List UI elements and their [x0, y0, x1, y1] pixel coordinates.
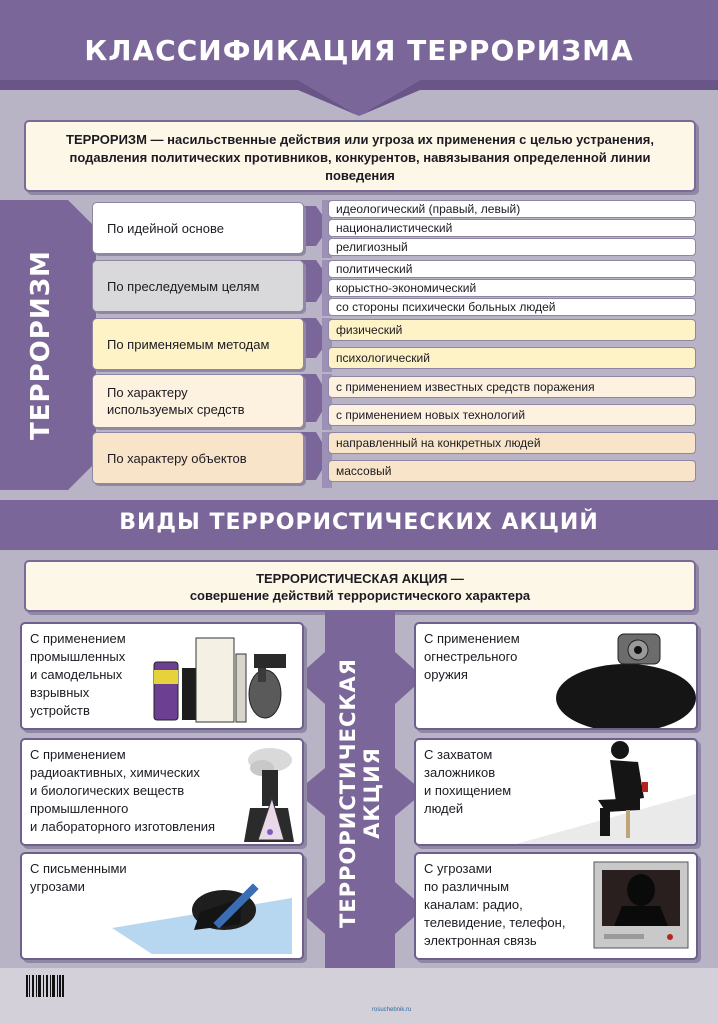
type-item: религиозный	[328, 238, 696, 256]
barcode	[26, 975, 64, 997]
card-hostages	[414, 738, 698, 846]
type-item: направленный на конкретных людей	[328, 432, 696, 454]
center-label-text	[336, 658, 384, 928]
card-channels	[414, 852, 698, 960]
firearm-illustration	[552, 628, 696, 728]
criterion-label: По характеру используемых средств	[107, 385, 245, 417]
center-label-line2: АКЦИЯ	[360, 747, 384, 839]
terrorism-definition	[24, 120, 696, 192]
card-firearms	[414, 622, 698, 730]
card-text: С применением промышленных и самодельных взрывных устройств	[30, 631, 126, 718]
written-threat-illustration	[82, 858, 302, 958]
side-label-text: ТЕРРОРИЗМ	[26, 250, 56, 440]
criterion-label: По преследуемым целям	[107, 278, 260, 294]
footer	[0, 968, 718, 1024]
side-label	[6, 200, 76, 490]
card-text: С угрозами по различным каналам: радио, телевидение, телефон, электронная связь	[424, 861, 566, 948]
type-item: националистический	[328, 219, 696, 237]
criterion-methods	[92, 318, 304, 370]
type-item: корыстно-экономический	[328, 279, 696, 297]
action-definition-term: ТЕРРОРИСТИЧЕСКАЯ АКЦИЯ —	[256, 571, 464, 586]
card-text: С применением радиоактивных, химических и биологических веществ промышленного и лабораторного изготовления	[30, 747, 216, 834]
type-item: с применением новых технологий	[328, 404, 696, 426]
section-title: ВИДЫ ТЕРРОРИСТИЧЕСКИХ АКЦИЙ	[119, 510, 599, 535]
definition-text: — насильственные действия или угроза их применения с целью устранения, подавления политических противников, конкурентов, навязывания определенной линии поведения	[69, 132, 654, 183]
card-chemical	[20, 738, 304, 846]
card-text: С письменными угрозами	[30, 861, 127, 894]
criterion-label: По характеру объектов	[107, 450, 247, 466]
type-item: идеологический (правый, левый)	[328, 200, 696, 218]
criterion-ideology	[92, 202, 304, 254]
type-item: психологический	[328, 347, 696, 369]
definition-term: ТЕРРОРИЗМ	[66, 132, 147, 147]
center-label-line1: ТЕРРОРИСТИЧЕСКАЯ	[336, 658, 360, 928]
action-definition-text: совершение действий террористического характера	[189, 588, 531, 603]
center-label	[317, 628, 403, 958]
card-written	[20, 852, 304, 960]
criterion-means	[92, 374, 304, 428]
criterion-objects	[92, 432, 304, 484]
type-item: физический	[328, 319, 696, 341]
explosives-illustration	[150, 628, 300, 728]
hostage-illustration	[516, 740, 696, 844]
type-item: политический	[328, 260, 696, 278]
card-text: С применением огнестрельного оружия	[424, 631, 520, 682]
card-text: С захватом заложников и похищением людей	[424, 747, 512, 816]
type-item: со стороны психически больных людей	[328, 298, 696, 316]
type-item: с применением известных средств поражения	[328, 376, 696, 398]
tv-illustration	[592, 860, 692, 956]
card-explosives	[20, 622, 304, 730]
criterion-label: По идейной основе	[107, 220, 224, 236]
chemical-illustration	[232, 744, 304, 844]
page-title: КЛАССИФИКАЦИЯ ТЕРРОРИЗМА	[84, 34, 634, 67]
criterion-label: По применяемым методам	[107, 336, 270, 352]
type-item: массовый	[328, 460, 696, 482]
criterion-goals	[92, 260, 304, 312]
footer-site-link[interactable]: rosuchebnik.ru	[372, 1007, 412, 1013]
action-definition	[24, 560, 696, 612]
